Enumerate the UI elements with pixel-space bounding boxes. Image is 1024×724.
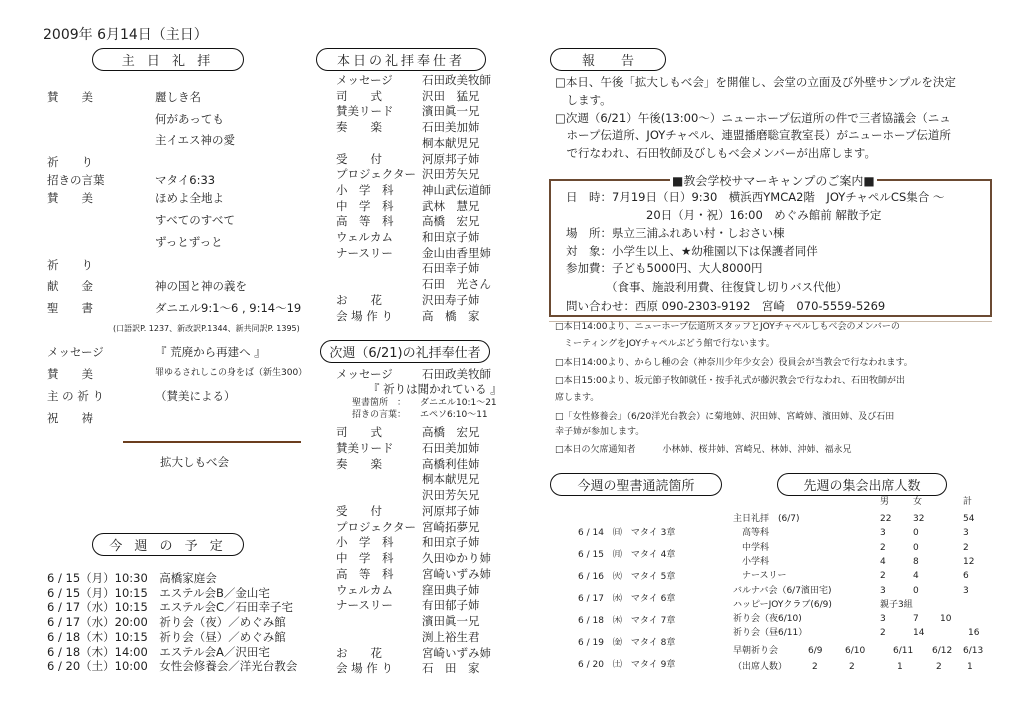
attendance-count: 7 bbox=[913, 614, 919, 625]
attendance-count: 54 bbox=[963, 514, 975, 524]
server-role: 会 場 作 り bbox=[336, 308, 393, 323]
camp-info-line: 問い合わせ：西原 090-2303-9192 宮崎 070-5559-5269 bbox=[566, 299, 886, 313]
server-role: プロジェクター bbox=[336, 167, 417, 182]
after-meeting: 拡大しもべ会 bbox=[160, 455, 229, 469]
next-call-value: エペソ6:10〜11 bbox=[420, 410, 488, 420]
bible-reading-item: 6 / 19 ㈮ マタイ 8章 bbox=[578, 638, 676, 648]
camp-info-line: 20日（月・祝）16:00 めぐみ館前 解散予定 bbox=[646, 208, 882, 222]
server-name: 金山由香里姉 bbox=[422, 245, 491, 260]
bible-reading-item: 6 / 18 ㈭ マタイ 7章 bbox=[578, 616, 676, 626]
worship-item-value: 神の国と神の義を bbox=[155, 279, 247, 293]
server-role: メッセージ bbox=[336, 73, 393, 87]
schedule-item: 6 / 17（水）20:00 祈り会（夜）／めぐみ館 bbox=[47, 615, 286, 630]
report-line: □本日の欠席通知者 小林姉、桜井姉、宮崎兄、林姉、沖姉、福永兄 bbox=[555, 445, 852, 455]
server-role: ウェルカム bbox=[336, 582, 394, 597]
report-line: □次週（6/21）午後(13:00〜）ニューホープ伝道所の件で三者協議会（ニュ bbox=[555, 110, 951, 125]
section-title-servers-next: 次週（6/21)の礼拝奉仕者 bbox=[320, 340, 490, 363]
attendance-count: 32 bbox=[913, 514, 925, 524]
server-name: 沢田寿子姉 bbox=[422, 292, 480, 307]
early-prayer-date: 6/9 bbox=[808, 646, 823, 656]
camp-info-line: 参加費：子ども5000円、大人8000円 bbox=[566, 261, 763, 275]
scripture-page-note: (口語訳P. 1237、新改訳P.1344、新共同訳P. 1395) bbox=[113, 324, 300, 333]
server-role: プロジェクター bbox=[336, 519, 417, 534]
worship-item-value: すべてのすべて bbox=[155, 213, 236, 227]
server-role: 小 学 科 bbox=[336, 182, 394, 197]
server-name: 武林 慧兄 bbox=[422, 198, 480, 213]
camp-info-line: （食事、施設利用費、往復貸し切りバス代他） bbox=[606, 280, 848, 294]
server-name: 沢田芳矢兄 bbox=[422, 488, 480, 502]
schedule-item: 6 / 15（月）10:30 高橋家庭会 bbox=[47, 571, 217, 585]
camp-notice-title: ■教会学校サマーキャンプのご案内■ bbox=[672, 174, 875, 188]
report-line: □「女性修養会」（6/20洋光台教会）に菊地姉、沢田姉、宮崎姉、濱田姉、及び石田 bbox=[555, 412, 895, 422]
next-scripture-label: 聖書箇所 ： bbox=[352, 398, 407, 408]
early-prayer-count: 1 bbox=[967, 662, 973, 672]
camp-info-line: 場 所：県立三浦ふれあい村・しおさい棟 bbox=[566, 226, 785, 240]
worship-item-value: ずっとずっと bbox=[155, 235, 223, 249]
early-prayer-count: 1 bbox=[897, 662, 903, 672]
attendance-label: 祈り会（昼6/11） bbox=[733, 628, 808, 639]
server-name: 河原邦子姉 bbox=[422, 503, 480, 518]
attendance-count: 3 bbox=[880, 528, 886, 539]
worship-item-label: 主 の 祈 り bbox=[47, 389, 104, 403]
server-name: 石田幸子姉 bbox=[422, 261, 480, 276]
attendance-count: 14 bbox=[913, 628, 925, 639]
server-name: 沢田 猛兄 bbox=[422, 88, 480, 103]
section-title-bible-reading: 今週の聖書通読箇所 bbox=[550, 473, 722, 496]
server-name: 神山武伝道師 bbox=[422, 182, 491, 197]
attendance-label: ナースリー bbox=[733, 571, 787, 582]
server-name: 石田政美牧師 bbox=[422, 73, 491, 87]
worship-item-label: 祈 り bbox=[47, 258, 93, 272]
worship-item-label: 賛 美 bbox=[47, 90, 93, 104]
early-prayer-sub: （出席人数） bbox=[733, 662, 788, 672]
worship-item-label: 招きの言葉 bbox=[47, 173, 105, 187]
attendance-count: 2 bbox=[880, 542, 886, 553]
server-role: 高 等 科 bbox=[336, 566, 394, 581]
server-name: 宮崎いずみ姉 bbox=[422, 566, 491, 581]
section-title-worship: 主 日 礼 拝 bbox=[92, 48, 244, 71]
report-line: ホープ伝道所、JOYチャペル、連盟播磨聡宣教室長）がニューホープ伝道所 bbox=[555, 128, 951, 143]
attendance-count: 22 bbox=[880, 514, 892, 524]
attendance-header: 男 bbox=[880, 497, 890, 507]
schedule-item: 6 / 18（木）14:00 エステル会A／沢田宅 bbox=[47, 644, 270, 659]
server-name: 和田京子姉 bbox=[422, 535, 480, 550]
server-role: 賛美リード bbox=[336, 104, 394, 119]
server-name: 桐本献児兄 bbox=[422, 472, 480, 487]
attendance-count: 6 bbox=[963, 571, 969, 582]
attendance-label: 主日礼拝 (6/7) bbox=[733, 514, 800, 524]
attendance-count: 0 bbox=[913, 542, 919, 553]
attendance-count: 親子3組 bbox=[880, 599, 913, 610]
server-name: 高橋利佳姉 bbox=[422, 456, 480, 471]
worship-item-label: メッセージ bbox=[47, 345, 104, 359]
section-title-servers-today: 本日の礼拝奉仕者 bbox=[316, 48, 486, 71]
attendance-label: 祈り会（夜6/10) bbox=[733, 614, 802, 625]
next-call-label: 招きの言葉： bbox=[352, 410, 407, 420]
server-name: 石田 光さん bbox=[422, 277, 491, 292]
attendance-count: 2 bbox=[963, 542, 969, 553]
server-role: お 花 bbox=[336, 645, 382, 660]
attendance-count: 4 bbox=[880, 556, 886, 567]
early-prayer-count: 2 bbox=[849, 662, 855, 672]
report-line: □本日14:00より、ニューホープ伝道所スタッフとJOYチャペルしもべ会のメンバーの bbox=[555, 322, 900, 332]
server-name: 渕上裕生君 bbox=[422, 629, 480, 644]
server-name: 有田郁子姉 bbox=[422, 598, 480, 613]
report-line: で行なわれ、石田牧師及びしもべ会メンバーが出席します。 bbox=[555, 146, 876, 161]
worship-item-label: 賛 美 bbox=[47, 191, 93, 205]
schedule-item: 6 / 17（水）10:15 エステル会C／石田幸子宅 bbox=[47, 600, 293, 615]
attendance-count: 3 bbox=[963, 528, 969, 539]
worship-item-value: マタイ6:33 bbox=[155, 173, 216, 187]
worship-item-label: 祝 祷 bbox=[47, 411, 93, 425]
early-prayer-count: 2 bbox=[812, 662, 818, 672]
server-role: 中 学 科 bbox=[336, 551, 394, 565]
attendance-count: 3 bbox=[963, 585, 969, 596]
early-prayer-date: 6/11 bbox=[893, 646, 914, 656]
worship-item-value: 罪ゆるされしこの身をば（新生300） bbox=[155, 368, 308, 378]
attendance-count: 0 bbox=[913, 585, 919, 596]
early-prayer-date: 6/13 bbox=[963, 646, 984, 656]
attendance-count: 4 bbox=[913, 571, 919, 582]
worship-item-value: 主イエス神の愛 bbox=[155, 133, 236, 147]
server-name: 桐本献児兄 bbox=[422, 135, 480, 150]
section-title-attendance: 先週の集会出席人数 bbox=[777, 473, 947, 496]
worship-item-label: 祈 り bbox=[47, 155, 93, 169]
worship-item-label: 聖 書 bbox=[47, 301, 93, 315]
attendance-label: バルナバ会（6/7濱田宅) bbox=[733, 585, 832, 596]
worship-item-value: ほめよ全地よ bbox=[155, 191, 224, 205]
report-line: します。 bbox=[555, 92, 612, 107]
server-name: 高橋 宏兄 bbox=[422, 214, 480, 229]
attendance-count: 2 bbox=[880, 571, 886, 582]
server-role: ウェルカム bbox=[336, 230, 394, 244]
attendance-count: 3 bbox=[880, 614, 886, 625]
section-title-schedule: 今 週 の 予 定 bbox=[92, 533, 244, 556]
schedule-item: 6 / 18（木）10:15 祈り会（昼）／めぐみ館 bbox=[47, 629, 286, 644]
attendance-label: 高等科 bbox=[733, 528, 770, 539]
server-name: 窪田典子姉 bbox=[422, 582, 480, 597]
attendance-header: 計 bbox=[963, 497, 973, 507]
attendance-label: 小学科 bbox=[733, 556, 770, 567]
server-name: 宮崎いずみ姉 bbox=[422, 645, 491, 660]
server-name: 和田京子姉 bbox=[422, 230, 480, 244]
worship-item-value: 麗しき名 bbox=[155, 90, 201, 104]
attendance-count: 16 bbox=[968, 628, 980, 639]
worship-item-value: 『 荒廃から再建へ 』 bbox=[155, 345, 266, 359]
server-name: 沢田芳矢兄 bbox=[422, 167, 480, 182]
early-prayer-date: 6/10 bbox=[845, 646, 866, 656]
server-role: 受 付 bbox=[336, 151, 382, 166]
early-prayer-label: 早朝祈り会 bbox=[733, 646, 779, 656]
server-name: 石田美加姉 bbox=[422, 440, 480, 455]
early-prayer-count: 2 bbox=[936, 662, 942, 672]
server-name: 宮崎拓夢兄 bbox=[422, 519, 480, 534]
attendance-count: 3 bbox=[880, 585, 886, 596]
next-scripture-value: ダニエル10:1〜21 bbox=[420, 398, 497, 408]
report-line: 席します。 bbox=[555, 393, 600, 403]
early-prayer-date: 6/12 bbox=[932, 646, 953, 656]
next-message-label: メッセージ bbox=[336, 367, 393, 381]
camp-info-line: 日 時：7月19日（日）9:30 横浜西YMCA2階 JOYチャペルCS集合 〜 bbox=[566, 190, 945, 204]
bible-reading-item: 6 / 17 ㈬ マタイ 6章 bbox=[578, 594, 676, 604]
server-role: 中 学 科 bbox=[336, 198, 394, 213]
server-name: 河原邦子姉 bbox=[422, 151, 480, 166]
server-role: お 花 bbox=[336, 292, 382, 307]
report-line: □本日15:00より、坂元節子牧師就任・按手礼式が藤沢教会で行なわれ、石田牧師が出 bbox=[555, 376, 905, 386]
server-name: 濱田眞一兄 bbox=[422, 614, 480, 628]
server-role: ナースリー bbox=[336, 598, 393, 613]
divider bbox=[123, 441, 301, 443]
section-title-reports: 報 告 bbox=[550, 48, 666, 71]
server-role: ナースリー bbox=[336, 245, 393, 260]
next-message-value: 石田政美牧師 bbox=[422, 367, 491, 381]
server-role: 小 学 科 bbox=[336, 535, 394, 550]
worship-item-label: 献 金 bbox=[47, 279, 93, 293]
server-role: 会 場 作 り bbox=[336, 661, 393, 676]
attendance-label: 中学科 bbox=[733, 542, 770, 553]
attendance-label: ハッピーJOYクラブ(6/9) bbox=[733, 599, 832, 610]
bible-reading-item: 6 / 14 ㈰ マタイ 3章 bbox=[578, 528, 676, 538]
schedule-item: 6 / 20（土）10:00 女性会修養会／洋光台教会 bbox=[47, 659, 298, 674]
bible-reading-item: 6 / 20 ㈯ マタイ 9章 bbox=[578, 660, 676, 670]
attendance-count: 0 bbox=[913, 528, 919, 539]
server-role: 司 式 bbox=[336, 425, 382, 439]
attendance-header: 女 bbox=[913, 497, 923, 507]
server-name: 高 橋 家 bbox=[422, 308, 480, 323]
server-role: 奏 楽 bbox=[336, 456, 382, 471]
bible-reading-item: 6 / 16 ㈫ マタイ 5章 bbox=[578, 572, 676, 582]
attendance-count: 10 bbox=[940, 614, 952, 625]
bible-reading-item: 6 / 15 ㈪ マタイ 4章 bbox=[578, 550, 676, 560]
bulletin-date: 2009年 6月14日（主日） bbox=[43, 27, 208, 43]
report-line: ミーティングをJOYチャペルぶどう館で行ないます。 bbox=[555, 339, 775, 349]
server-role: 賛美リード bbox=[336, 440, 394, 455]
server-name: 濱田眞一兄 bbox=[422, 104, 480, 119]
server-name: 高橋 宏兄 bbox=[422, 425, 480, 439]
worship-item-value: ダニエル9:1〜6 , 9:14〜19 bbox=[155, 301, 302, 315]
schedule-item: 6 / 15（月）10:15 エステル会B／金山宅 bbox=[47, 585, 270, 600]
server-role: 高 等 科 bbox=[336, 214, 394, 229]
report-line: □本日、午後「拡大しもべ会」を開催し、会堂の立面及び外壁サンプルを決定 bbox=[555, 75, 956, 89]
server-name: 石 田 家 bbox=[422, 661, 480, 676]
next-sermon-title: 『 祈りは聞かれている 』 bbox=[368, 382, 502, 396]
server-role: 司 式 bbox=[336, 88, 382, 103]
attendance-count: 2 bbox=[880, 628, 886, 639]
server-role: 受 付 bbox=[336, 503, 382, 518]
worship-item-value: 何があっても bbox=[155, 112, 224, 126]
worship-item-label: 賛 美 bbox=[47, 367, 93, 381]
camp-info-line: 対 象：小学生以上、★幼稚園以下は保護者同伴 bbox=[566, 244, 818, 258]
attendance-count: 12 bbox=[963, 556, 975, 567]
worship-item-value: （賛美による） bbox=[155, 389, 236, 403]
report-line: 幸子姉が参加します。 bbox=[555, 427, 645, 437]
report-line: □本日14:00より、からし種の会（神奈川少年少女会）役員会が当教会で行なわれます。 bbox=[555, 358, 913, 368]
server-name: 久田ゆかり姉 bbox=[422, 551, 491, 565]
server-name: 石田美加姉 bbox=[422, 120, 480, 135]
attendance-count: 8 bbox=[913, 556, 919, 567]
server-role: 奏 楽 bbox=[336, 120, 382, 135]
